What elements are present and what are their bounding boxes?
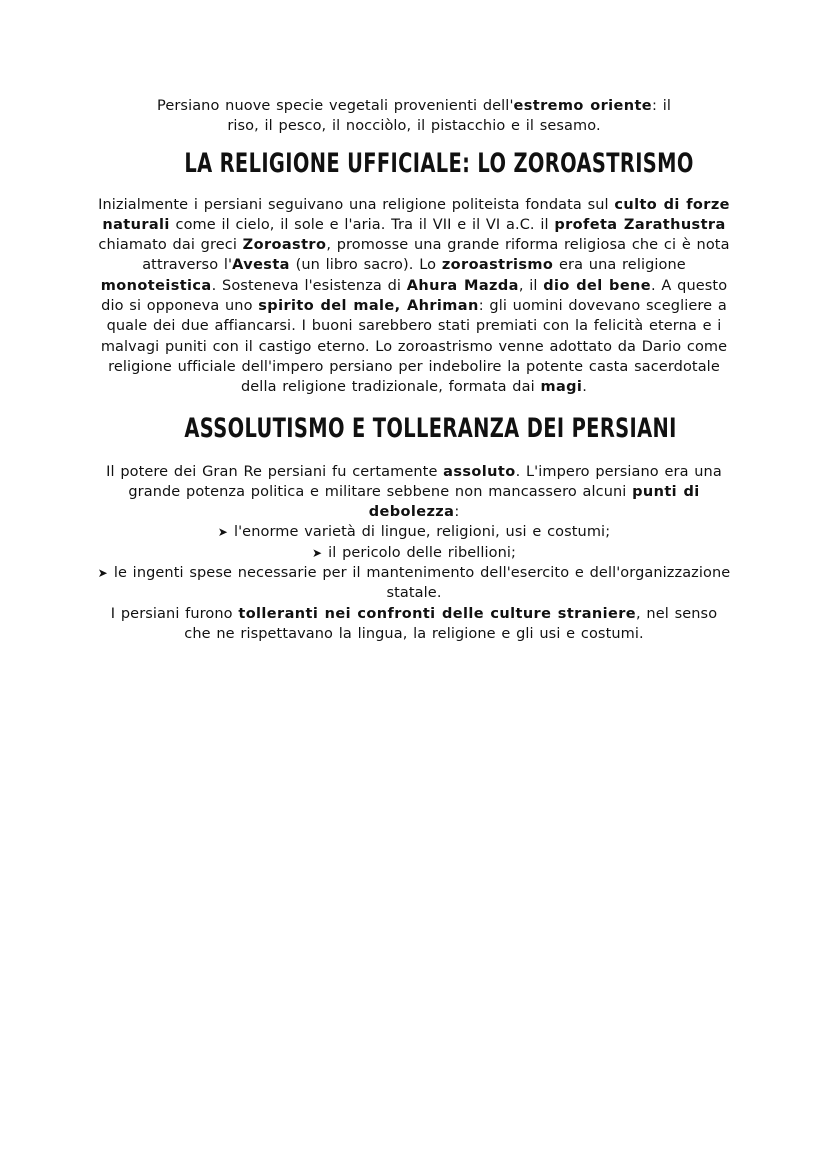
list-item	[95, 563, 733, 604]
list-item	[95, 543, 733, 563]
list-item	[95, 522, 733, 542]
intro-text: riso, il pesco, il nocciòlo, il pistacchio e il sesamo.	[227, 118, 601, 135]
text: . A questo dio si opponeva uno	[101, 277, 728, 315]
text: :	[454, 504, 460, 521]
list-item-text: l'enorme varietà di lingue, religioni, usi e costumi;	[233, 524, 611, 541]
text: Inizialmente i persiani seguivano una religione politeista fondata sul	[98, 196, 615, 213]
bold-term: tolleranti nei confronti delle culture straniere	[238, 605, 637, 622]
bold-term: assoluto	[443, 463, 516, 480]
bold-term: magi	[540, 379, 583, 396]
zoroastrismo-paragraph	[95, 195, 733, 398]
text: : gli uomini dovevano scegliere a quale dei due affiancarsi. I buoni sarebbero stati premiati con la felicità eterna e i malvagi puniti con il castigo eterno. Lo zoroastrismo venne adottato da Dario come religione ufficiale dell'impero persiano per indebolire la potente casta sacerdotale della religione tradizionale, formata dai	[100, 298, 728, 396]
intro-text: Persiano nuove specie vegetali provenienti dell'	[157, 98, 514, 114]
bold-term: monoteistica	[100, 277, 212, 294]
bold-term: Zoroastro	[242, 237, 327, 254]
text: Il potere dei Gran Re persiani fu certamente	[106, 463, 444, 480]
bold-term: Ahura Mazda	[406, 277, 519, 294]
list-item-text: il pericolo delle ribellioni;	[328, 544, 517, 561]
text: . L'impero persiano era una grande potenza politica e militare sebbene non mancassero alcuni	[128, 463, 722, 500]
text: chiamato dai greci	[98, 237, 243, 254]
bold-term: profeta Zarathustra	[554, 216, 726, 233]
text: .	[582, 379, 587, 396]
text: come il cielo, il sole e l'aria. Tra il VII e il VI a.C. il	[169, 216, 555, 233]
bold-term: zoroastrismo	[441, 257, 554, 274]
bold-term: culto di forze naturali	[102, 196, 730, 233]
bold-term: Avesta	[232, 257, 290, 274]
arrow-bullet-icon: ➤	[217, 525, 228, 540]
bold-term: dio del bene	[543, 277, 652, 294]
arrow-bullet-icon: ➤	[311, 545, 323, 560]
bold-term: punti di debolezza	[368, 483, 700, 521]
text: era una religione	[553, 257, 686, 274]
text: (un libro sacro). Lo	[289, 257, 442, 274]
intro-text: : il	[652, 98, 671, 114]
document-page	[95, 96, 733, 644]
arrow-bullet-icon: ➤	[97, 566, 108, 581]
closing-sentence	[95, 604, 733, 645]
text: . Sosteneva l'esistenza di	[211, 277, 407, 294]
assolutismo-paragraph	[95, 462, 733, 645]
text: , nel senso che ne rispettavano la lingua, la religione e gli usi e costumi.	[184, 605, 718, 642]
intro-paragraph	[95, 96, 733, 137]
text: , promosse una grande riforma religiosa che ci è nota attraverso l'	[142, 237, 730, 274]
section-title-assolutismo: ASSOLUTISMO E TOLLERANZA DEI PERSIANI	[184, 412, 677, 444]
intro-bold-estremo-oriente: estremo oriente	[513, 98, 653, 114]
list-item-text: le ingenti spese necessarie per il mantenimento dell'esercito e dell'organizzazione statale.	[113, 565, 731, 602]
section-title-zoroastrismo: LA RELIGIONE UFFICIALE: LO ZOROASTRISMO	[184, 147, 694, 179]
text: , il	[518, 277, 544, 294]
bold-term: spirito del male, Ahriman	[258, 298, 479, 315]
text: I persiani furono	[110, 605, 239, 622]
